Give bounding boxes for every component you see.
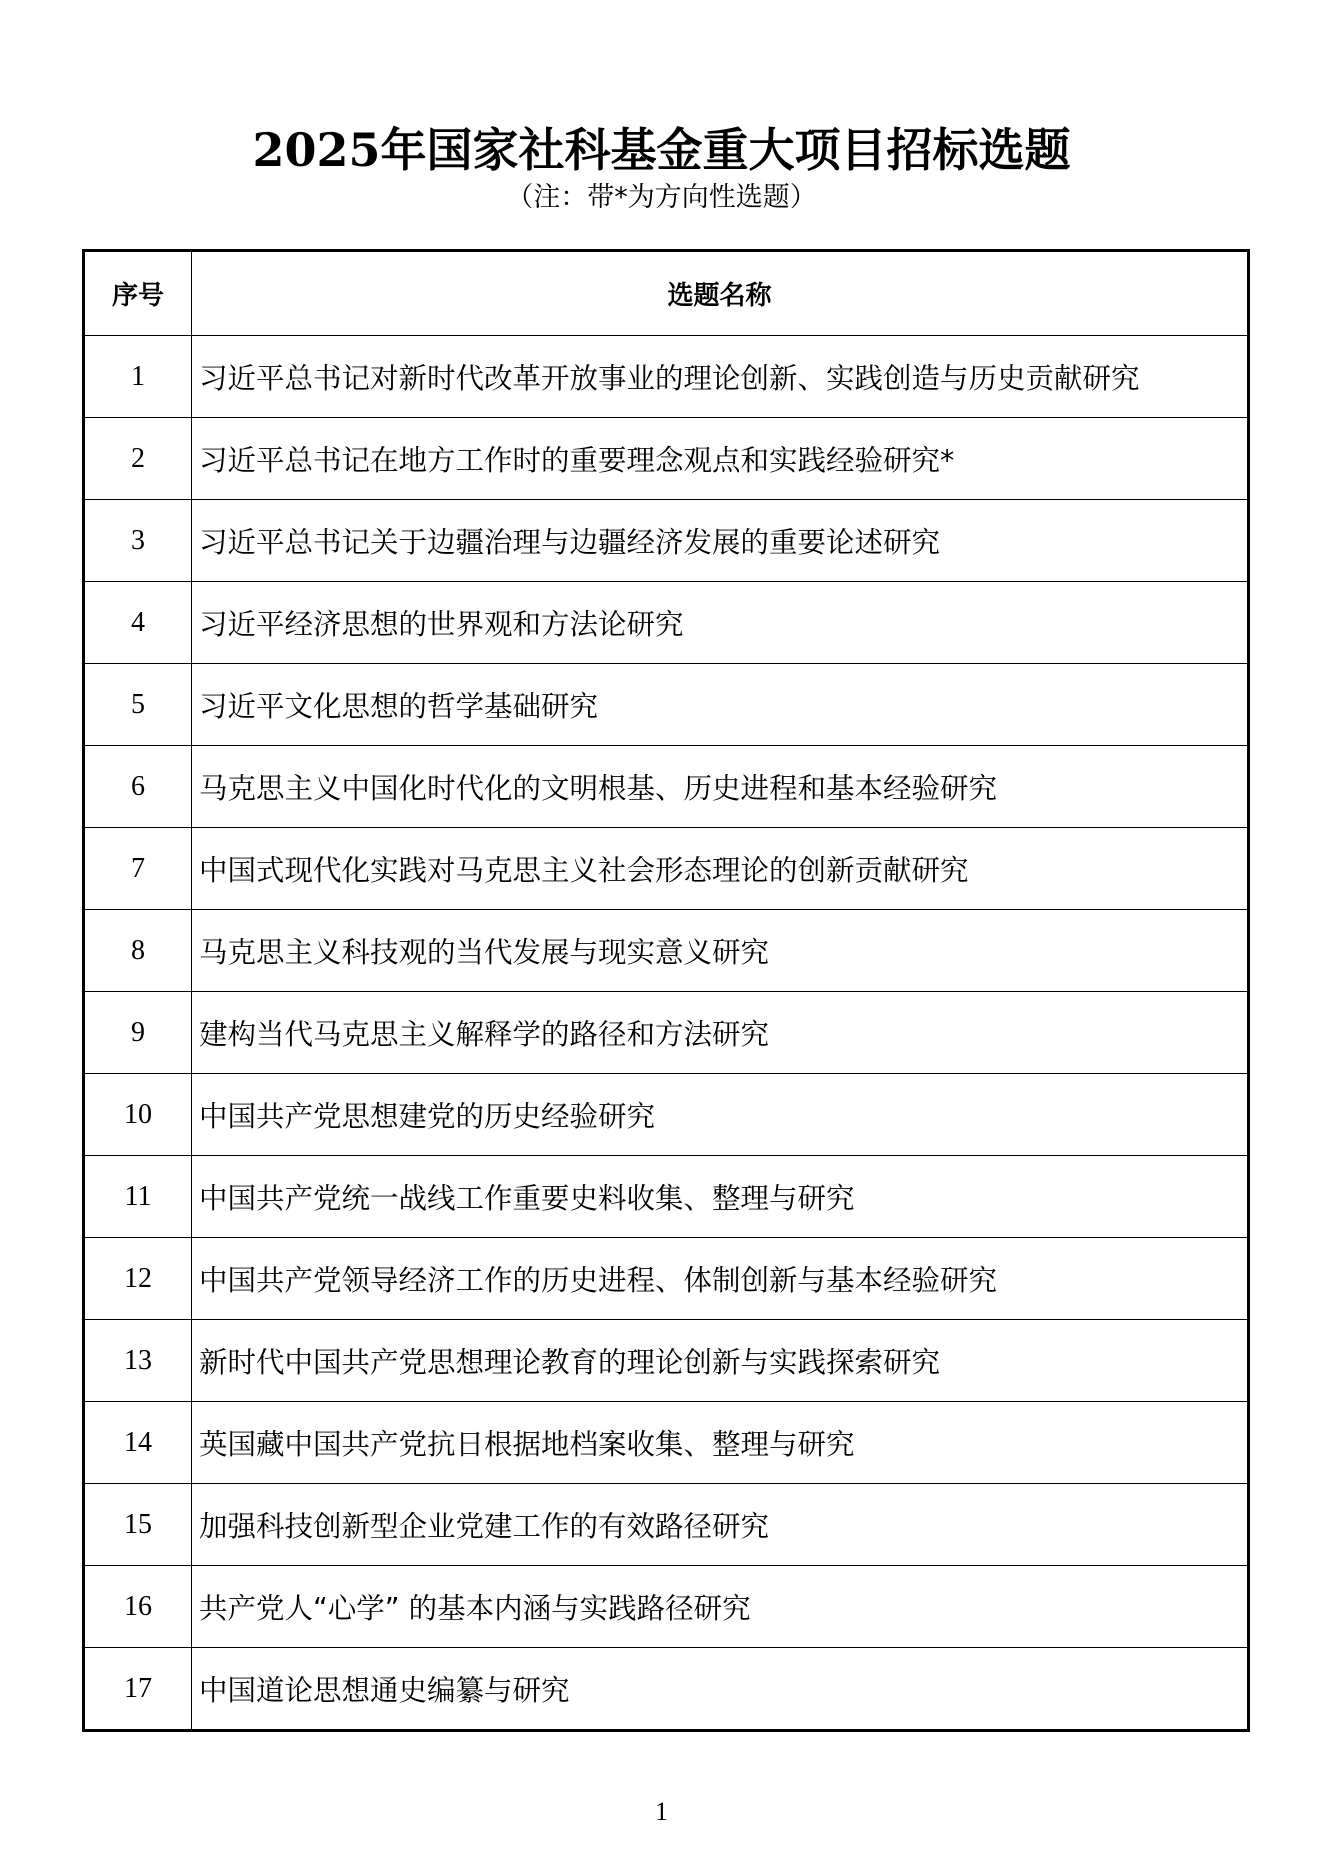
table-row bbox=[84, 1156, 1249, 1238]
row-number: 4 bbox=[84, 582, 192, 664]
topic-name: 习近平总书记关于边疆治理与边疆经济发展的重要论述研究 bbox=[192, 500, 1249, 582]
page-number: 1 bbox=[655, 1797, 668, 1826]
document-title: 2025年国家社科基金重大项目招标选题 bbox=[252, 123, 1071, 177]
row-number: 10 bbox=[84, 1074, 192, 1156]
topic-name: 中国共产党领导经济工作的历史进程、体制创新与基本经验研究 bbox=[192, 1238, 1249, 1320]
table-row bbox=[84, 582, 1249, 664]
table-row bbox=[84, 418, 1249, 500]
table-row bbox=[84, 1566, 1249, 1648]
topic-name: 中国式现代化实践对马克思主义社会形态理论的创新贡献研究 bbox=[192, 828, 1249, 910]
row-number: 15 bbox=[84, 1484, 192, 1566]
header-serial-number: 序号 bbox=[84, 251, 192, 336]
table-row bbox=[84, 1320, 1249, 1402]
row-number: 3 bbox=[84, 500, 192, 582]
row-number: 16 bbox=[84, 1566, 192, 1648]
topic-name: 建构当代马克思主义解释学的路径和方法研究 bbox=[192, 992, 1249, 1074]
table-row bbox=[84, 336, 1249, 418]
topic-name: 加强科技创新型企业党建工作的有效路径研究 bbox=[192, 1484, 1249, 1566]
topic-name: 马克思主义中国化时代化的文明根基、历史进程和基本经验研究 bbox=[192, 746, 1249, 828]
topic-name: 习近平文化思想的哲学基础研究 bbox=[192, 664, 1249, 746]
topic-name: 马克思主义科技观的当代发展与现实意义研究 bbox=[192, 910, 1249, 992]
table-row bbox=[84, 910, 1249, 992]
row-number: 2 bbox=[84, 418, 192, 500]
row-number: 7 bbox=[84, 828, 192, 910]
row-number: 11 bbox=[84, 1156, 192, 1238]
topic-name: 习近平总书记在地方工作时的重要理念观点和实践经验研究* bbox=[192, 418, 1249, 500]
row-number: 12 bbox=[84, 1238, 192, 1320]
row-number: 6 bbox=[84, 746, 192, 828]
table-row bbox=[84, 1484, 1249, 1566]
topic-name: 习近平总书记对新时代改革开放事业的理论创新、实践创造与历史贡献研究 bbox=[192, 336, 1249, 418]
row-number: 14 bbox=[84, 1402, 192, 1484]
table-row bbox=[84, 828, 1249, 910]
row-number: 1 bbox=[84, 336, 192, 418]
row-number: 17 bbox=[84, 1648, 192, 1731]
row-number: 5 bbox=[84, 664, 192, 746]
header-topic-name: 选题名称 bbox=[192, 251, 1249, 336]
topic-name: 中国共产党统一战线工作重要史料收集、整理与研究 bbox=[192, 1156, 1249, 1238]
topic-name: 新时代中国共产党思想理论教育的理论创新与实践探索研究 bbox=[192, 1320, 1249, 1402]
row-number: 8 bbox=[84, 910, 192, 992]
table-row bbox=[84, 992, 1249, 1074]
topic-name: 中国道论思想通史编纂与研究 bbox=[192, 1648, 1249, 1731]
document-subtitle-note: （注：带*为方向性选题） bbox=[506, 182, 817, 213]
topic-name: 中国共产党思想建党的历史经验研究 bbox=[192, 1074, 1249, 1156]
table-row bbox=[84, 1238, 1249, 1320]
topic-name: 共产党人“心学” 的基本内涵与实践路径研究 bbox=[192, 1566, 1249, 1648]
table-row bbox=[84, 1074, 1249, 1156]
table-header-row bbox=[84, 251, 1249, 336]
table-row bbox=[84, 500, 1249, 582]
topic-name: 英国藏中国共产党抗日根据地档案收集、整理与研究 bbox=[192, 1402, 1249, 1484]
row-number: 13 bbox=[84, 1320, 192, 1402]
topic-name: 习近平经济思想的世界观和方法论研究 bbox=[192, 582, 1249, 664]
row-number: 9 bbox=[84, 992, 192, 1074]
table-row bbox=[84, 664, 1249, 746]
table-row bbox=[84, 1402, 1249, 1484]
table-row bbox=[84, 1648, 1249, 1731]
topics-table bbox=[82, 249, 1250, 1732]
table-row bbox=[84, 746, 1249, 828]
